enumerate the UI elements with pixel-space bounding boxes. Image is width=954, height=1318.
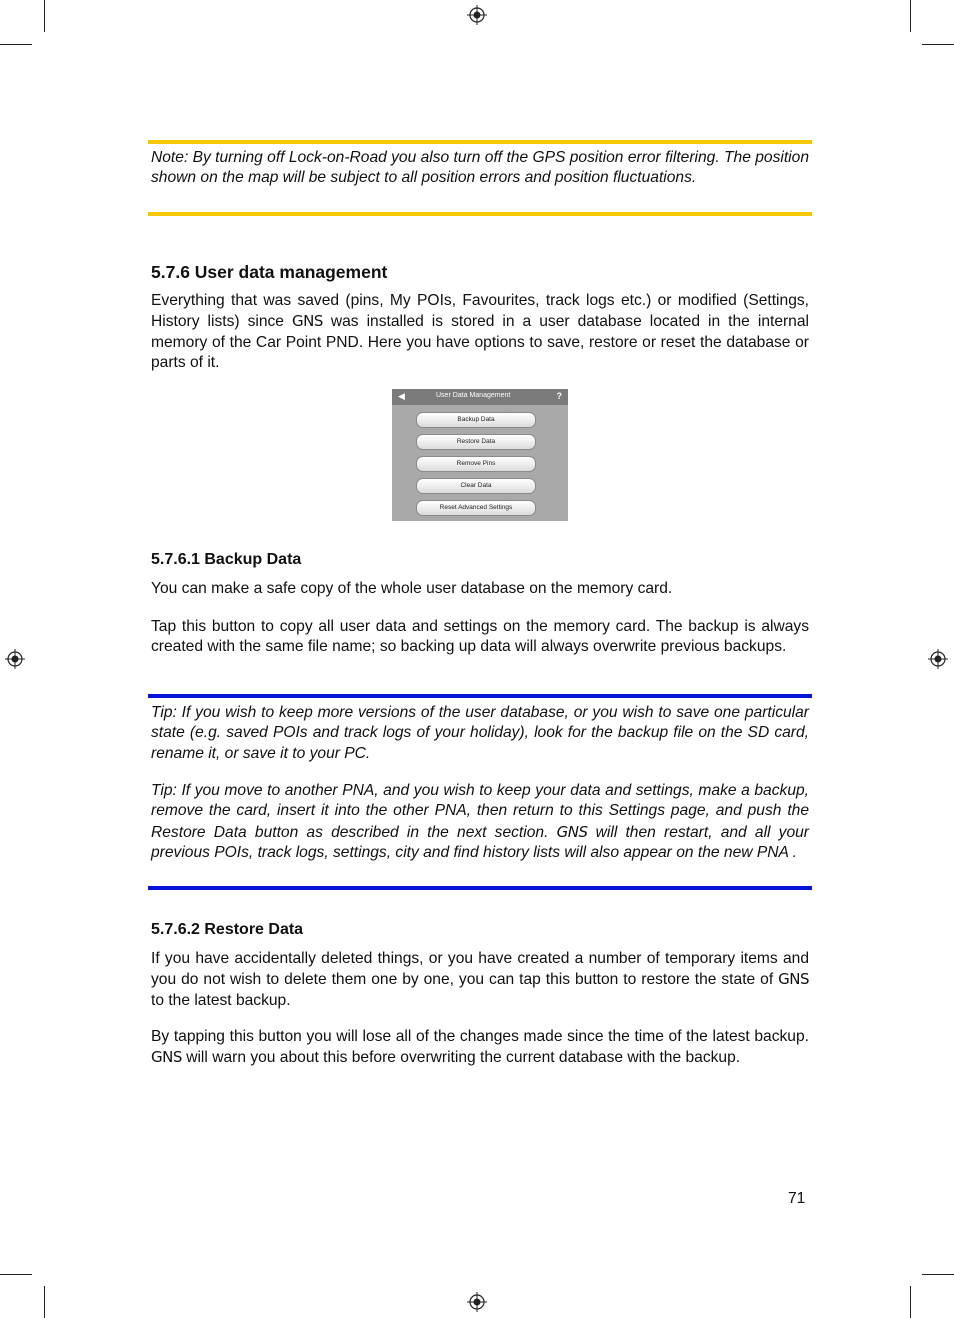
registration-mark-icon — [928, 649, 948, 669]
registration-mark-icon — [467, 1292, 487, 1312]
crop-mark — [44, 1286, 45, 1318]
note-text: Note: By turning off Lock-on-Road you also turn off the GPS position error filtering. The position shown on the map will be subject to all position errors and position fluctuations. — [151, 149, 809, 187]
registration-mark-icon — [467, 5, 487, 25]
tip-top-rule — [148, 694, 812, 698]
note-top-rule — [148, 140, 812, 144]
crop-mark — [0, 1274, 32, 1275]
gns-name: GNS — [778, 970, 809, 989]
section-heading-576: 5.7.6 User data management — [151, 262, 388, 282]
crop-mark — [910, 0, 911, 32]
crop-mark — [44, 0, 45, 32]
note-bottom-rule — [148, 212, 812, 216]
backup-data-button[interactable]: Backup Data — [416, 412, 536, 428]
gns-name: GNS — [291, 312, 323, 331]
crop-mark — [922, 44, 954, 45]
restore-paragraph-2: By tapping this button you will lose all of the changes made since the time of the latest backup. GNS will warn you about this before overwriting the current database with the backup. — [151, 1028, 809, 1067]
backup-paragraph-2: Tap this button to copy all user data and settings on the memory card. The backup is always created with the same file name; so backing up data will always overwrite previous backups. — [151, 618, 809, 656]
tip-bottom-rule — [148, 886, 812, 890]
tip-2: Tip: If you move to another PNA, and you wish to keep your data and settings, make a backup, remove the card, insert it into the other PNA, then return to this Settings page, and push the Restore Data button as described in the next section. GNS will then restart, and all your previous POIs, track logs, settings, city and find history lists will also appear on the new PNA . — [151, 782, 810, 862]
section-576-paragraph: Everything that was saved (pins, My POIs, Favourites, track logs etc.) or modified (Settings, History lists) since GNS was installed is stored in a user database located in the internal memory of the Car Point PND. Here you have options to save, restore or reset the database or parts of it. — [151, 292, 809, 372]
user-data-management-screenshot — [392, 389, 568, 521]
screenshot-title-bar — [392, 389, 568, 405]
crop-mark — [0, 44, 32, 45]
gns-name: GNS — [556, 822, 588, 841]
page-number: 71 — [788, 1190, 806, 1207]
registration-mark-icon — [5, 649, 25, 669]
help-icon[interactable]: ? — [556, 391, 562, 401]
crop-mark — [922, 1274, 954, 1275]
crop-mark — [910, 1286, 911, 1318]
reset-advanced-settings-button[interactable]: Reset Advanced Settings — [416, 500, 536, 516]
section-heading-5761: 5.7.6.1 Backup Data — [151, 551, 302, 568]
screenshot-title: User Data Management — [436, 392, 511, 399]
section-heading-5762: 5.7.6.2 Restore Data — [151, 921, 304, 938]
restore-data-button[interactable]: Restore Data — [416, 434, 536, 450]
backup-paragraph-1: You can make a safe copy of the whole user database on the memory card. — [151, 580, 673, 597]
restore-paragraph-1: If you have accidentally deleted things, or you have created a number of temporary items and you do not wish to delete them one by one, you can tap this button to restore the state of GNS to the latest backup. — [151, 950, 809, 1009]
gns-name: GNS — [151, 1048, 182, 1067]
remove-pins-button[interactable]: Remove Pins — [416, 456, 536, 472]
clear-data-button[interactable]: Clear Data — [416, 478, 536, 494]
back-arrow-icon[interactable]: ◀ — [398, 391, 405, 401]
tip-1: Tip: If you wish to keep more versions of the user database, or you wish to save one particular state (e.g. saved POIs and track logs of your holiday), look for the backup file on the SD card, rename it, or save it to your PC. — [151, 704, 809, 762]
